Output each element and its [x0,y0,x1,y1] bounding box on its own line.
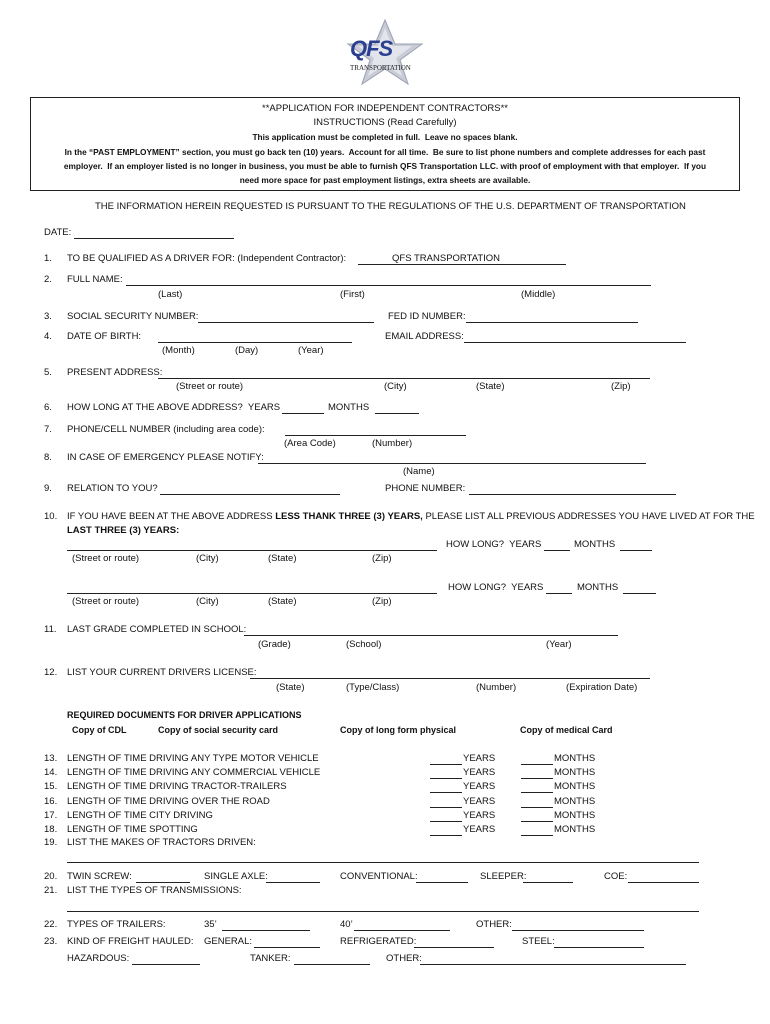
q20-sleeper: SLEEPER: [480,871,527,882]
prev-1-state: (State) [268,553,297,564]
q22-40: 40’ [340,919,353,930]
q7-label: PHONE/CELL NUMBER (including area code): [67,424,265,435]
q3-fed-label: FED ID NUMBER: [388,311,466,322]
instruction-line-1: This application must be completed in full. Leave no spaces blank. [252,132,518,142]
twin-screw-field[interactable] [136,882,190,883]
prev-1-months-field[interactable] [620,550,652,551]
q22-label: TYPES OF TRAILERS: [67,919,166,930]
q5-city: (City) [384,381,407,392]
experience-months-label: MONTHS [554,767,596,779]
emergency-contact-field[interactable] [258,463,646,464]
present-address-field[interactable] [158,378,650,379]
q5-label: PRESENT ADDRESS: [67,367,163,378]
experience-months-label: MONTHS [554,753,596,764]
experience-label: LENGTH OF TIME DRIVING ANY COMMERCIAL VEHICLE [67,767,321,779]
trailer-40-field[interactable] [354,930,450,931]
experience-number: 13. [44,753,58,764]
q8-label: IN CASE OF EMERGENCY PLEASE NOTIFY: [67,452,264,463]
experience-years-field[interactable] [430,764,462,765]
q4-day: (Day) [235,345,259,356]
prev-2-howlong: HOW LONG? YEARS [448,582,544,593]
q23-refrig: REFRIGERATED: [340,936,417,947]
experience-months-field[interactable] [521,764,553,765]
freight-refrigerated-field[interactable] [414,947,494,948]
q8-name: (Name) [403,466,435,477]
freight-general-field[interactable] [254,947,320,948]
q23-general: GENERAL: [204,936,253,947]
q11-school: (School) [346,639,382,650]
prev-2-city: (City) [196,596,219,607]
q4-label: DATE OF BIRTH: [67,331,142,342]
experience-number: 16. [44,795,58,807]
q3-label: SOCIAL SECURITY NUMBER: [67,311,199,322]
q6-months: MONTHS [328,402,370,413]
experience-label: LENGTH OF TIME CITY DRIVING [67,809,213,821]
experience-months-label: MONTHS [554,824,596,835]
experience-number: 14. [44,767,58,779]
prev-address-1-field[interactable] [67,550,437,551]
q23-number: 23. [44,936,58,947]
coe-field[interactable] [628,882,699,883]
logo-brand: QFS [350,36,393,61]
experience-number: 18. [44,824,58,835]
experience-months-field[interactable] [521,807,553,808]
q7-area: (Area Code) [284,438,336,449]
prev-2-years-field[interactable] [546,593,572,594]
q19-label: LIST THE MAKES OF TRACTORS DRIVEN: [67,837,256,848]
instructions-box [30,97,740,191]
q23-tanker: TANKER: [250,953,291,964]
experience-label: LENGTH OF TIME SPOTTING [67,824,198,835]
freight-other-field[interactable] [420,964,686,965]
q1-number: 1. [44,253,52,264]
prev-2-street: (Street or route) [72,596,140,607]
prev-1-city: (City) [196,553,219,564]
logo-subtitle: TRANSPORTATION [350,64,411,72]
instruction-line-2: In the “PAST EMPLOYMENT” section, you must go back ten (10) years. Account for all time. Be sure to list phone numbers and complete addresses for each past [64,147,706,157]
q9-phone-label: PHONE NUMBER: [385,483,466,494]
conventional-field[interactable] [416,882,468,883]
education-field[interactable] [244,635,618,636]
q20-conv: CONVENTIONAL: [340,871,418,882]
q10-post: PLEASE LIST ALL PREVIOUS ADDRESSES YOU HAVE LIVED AT FOR THE [422,511,755,522]
prev-2-state: (State) [268,596,297,607]
prev-2-zip: (Zip) [372,596,392,607]
prev-1-howlong: HOW LONG? YEARS [446,539,542,550]
experience-label: LENGTH OF TIME DRIVING OVER THE ROAD [67,795,270,807]
experience-years-label: YEARS [463,781,496,793]
instruction-line-3: employer. If an employer listed is no longer in business, you must be able to furnish QFS Transportation LLC. with proof of employment with that employer. If you [63,161,707,171]
experience-months-field[interactable] [521,792,553,793]
q9-number: 9. [44,483,52,494]
q12-label: LIST YOUR CURRENT DRIVERS LICENSE: [67,667,257,678]
q20-number: 20. [44,871,58,882]
docs-physical: Copy of long form physical [340,725,457,735]
experience-number: 15. [44,781,58,793]
q1-label: TO BE QUALIFIED AS A DRIVER FOR: (Independent Contractor): [67,253,347,264]
q23-label: KIND OF FREIGHT HAULED: [67,936,194,947]
docs-title: REQUIRED DOCUMENTS FOR DRIVER APPLICATIONS [67,710,302,720]
years-at-address-field[interactable] [282,413,324,414]
relation-field[interactable] [160,494,340,495]
q20-single: SINGLE AXLE: [204,871,268,882]
prev-1-zip: (Zip) [372,553,392,564]
dob-field[interactable] [158,342,352,343]
q1-value: QFS TRANSPORTATION [392,253,501,264]
experience-months-label: MONTHS [554,781,596,793]
q5-street: (Street or route) [176,381,244,392]
q7-number: 7. [44,424,52,435]
q2-last: (Last) [158,289,183,300]
date-label: DATE: [44,227,72,238]
ssn-field[interactable] [198,322,374,323]
q12-number: 12. [44,667,58,678]
experience-years-field[interactable] [430,821,462,822]
q23-steel: STEEL: [522,936,555,947]
docs-medical: Copy of medical Card [520,725,613,735]
q8-number: 8. [44,452,52,463]
q9-label: RELATION TO YOU? [67,483,158,494]
experience-months-label: MONTHS [554,795,596,807]
prev-address-2-field[interactable] [67,593,437,594]
date-field[interactable] [74,238,234,239]
q4-month: (Month) [162,345,195,356]
q2-label: FULL NAME: [67,274,123,285]
q5-state: (State) [476,381,505,392]
q2-number: 2. [44,274,52,285]
q11-number: 11. [44,624,57,635]
docs-ss: Copy of social security card [158,725,279,735]
q4-email-label: EMAIL ADDRESS: [385,331,464,342]
q2-first: (First) [340,289,365,300]
q12-number-label: (Number) [476,682,517,693]
q21-number: 21. [44,885,58,896]
experience-years-field[interactable] [430,778,462,779]
experience-number: 17. [44,809,58,821]
prev-2-months: MONTHS [577,582,619,593]
q1-field[interactable] [358,264,566,265]
q6-number: 6. [44,402,52,413]
q23-other: OTHER: [386,953,422,964]
q10-line2: LAST THREE (3) YEARS: [67,525,180,536]
q22-35: 35’ [204,919,217,930]
q2-middle: (Middle) [521,289,556,300]
trailer-other-field[interactable] [512,930,644,931]
experience-months-field[interactable] [521,821,553,822]
company-logo [340,18,430,88]
prev-1-months: MONTHS [574,539,616,550]
dot-notice: THE INFORMATION HEREIN REQUESTED IS PURSUANT TO THE REGULATIONS OF THE U.S. DEPARTMENT OF TRANSPORTATION [95,201,686,212]
q20-coe: COE: [604,871,628,882]
q11-grade: (Grade) [258,639,291,650]
license-field[interactable] [250,678,650,679]
experience-years-label: YEARS [463,753,496,764]
q3-number: 3. [44,311,52,322]
fed-id-field[interactable] [466,322,638,323]
q22-number: 22. [44,919,58,930]
experience-label: LENGTH OF TIME DRIVING ANY TYPE MOTOR VEHICLE [67,753,319,764]
experience-months-label: MONTHS [554,809,596,821]
q4-number: 4. [44,331,52,342]
transmissions-field[interactable] [67,911,699,912]
prev-2-months-field[interactable] [623,593,656,594]
q12-state: (State) [276,682,305,693]
q10-text [67,512,755,522]
q23-hazardous: HAZARDOUS: [67,953,130,964]
experience-years-label: YEARS [463,795,496,807]
experience-years-label: YEARS [463,809,496,821]
q10-number: 10. [44,511,58,522]
q10-pre: IF YOU HAVE BEEN AT THE ABOVE ADDRESS [67,511,276,522]
trailer-35-field[interactable] [222,930,310,931]
q6-label: HOW LONG AT THE ABOVE ADDRESS? YEARS [67,402,281,413]
experience-years-label: YEARS [463,767,496,779]
months-at-address-field[interactable] [375,413,419,414]
form-title: **APPLICATION FOR INDEPENDENT CONTRACTORS** [262,103,508,114]
q10-bold: LESS THANK THREE (3) YEARS, [275,511,423,522]
q11-label: LAST GRADE COMPLETED IN SCHOOL: [67,624,247,635]
instruction-line-4: need more space for past employment listings, extra sheets are available. [239,175,531,185]
sleeper-field[interactable] [523,882,573,883]
experience-years-field[interactable] [430,792,462,793]
phone-field[interactable] [285,435,466,436]
form-subtitle: INSTRUCTIONS (Read Carefully) [313,117,457,128]
freight-steel-field[interactable] [554,947,644,948]
single-axle-field[interactable] [266,882,320,883]
q19-number: 19. [44,837,58,848]
full-name-field[interactable] [126,285,651,286]
emergency-phone-field[interactable] [469,494,676,495]
prev-1-years-field[interactable] [544,550,570,551]
q4-year: (Year) [298,345,324,356]
q5-zip: (Zip) [611,381,631,392]
experience-months-field[interactable] [521,835,553,836]
freight-tanker-field[interactable] [294,964,370,965]
experience-label: LENGTH OF TIME DRIVING TRACTOR-TRAILERS [67,781,287,793]
q11-year: (Year) [546,639,572,650]
q21-label: LIST THE TYPES OF TRANSMISSIONS: [67,885,242,896]
experience-months-field[interactable] [521,778,553,779]
tractor-makes-field[interactable] [67,862,699,863]
experience-years-field[interactable] [430,807,462,808]
experience-years-field[interactable] [430,835,462,836]
q12-exp: (Expiration Date) [566,682,638,693]
freight-hazardous-field[interactable] [132,964,200,965]
docs-cdl: Copy of CDL [72,725,127,735]
experience-years-label: YEARS [463,824,496,835]
q7-number-label: (Number) [372,438,413,449]
q20-twin: TWIN SCREW: [67,871,132,882]
q12-type: (Type/Class) [346,682,400,693]
email-field[interactable] [464,342,686,343]
q5-number: 5. [44,367,52,378]
q22-other: OTHER: [476,919,512,930]
prev-1-street: (Street or route) [72,553,140,564]
